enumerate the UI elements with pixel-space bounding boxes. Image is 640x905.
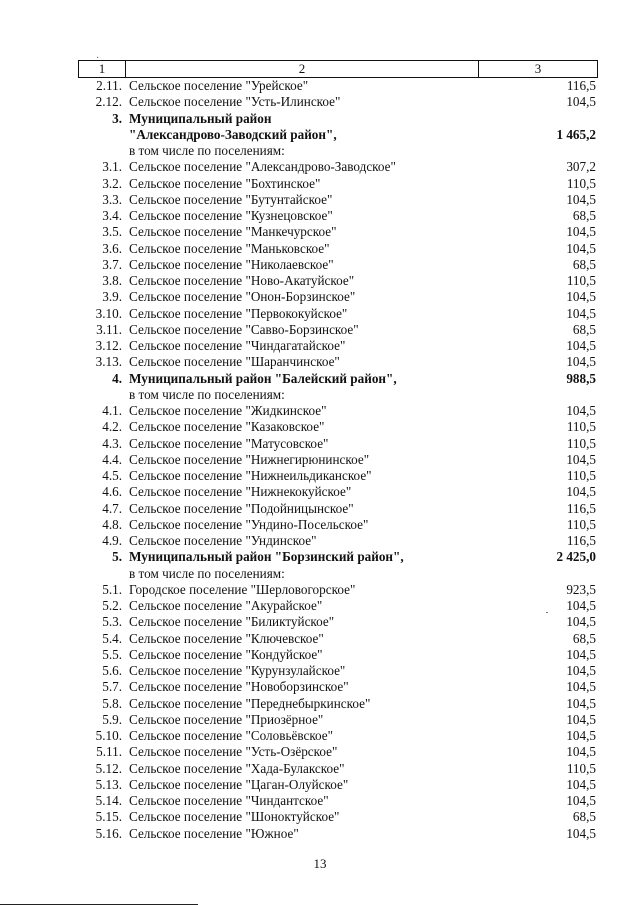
row-name: в том числе по поселениям:	[129, 565, 285, 581]
row-number: 3.13.	[95, 354, 122, 370]
row-number: 5.8.	[102, 695, 122, 711]
row-name: в том числе по поселениям:	[129, 386, 285, 402]
row-name: Сельское поселение "Маньковское"	[129, 240, 330, 256]
row-value: 104,5	[566, 191, 596, 207]
row-number: 5.	[112, 549, 122, 565]
table-row	[78, 241, 598, 257]
row-name: "Александрово-Заводский район",	[129, 126, 337, 142]
row-name: Сельское поселение "Казаковское"	[129, 419, 325, 435]
row-name: Сельское поселение "Первококуйское"	[129, 305, 348, 321]
table-row	[78, 517, 598, 533]
row-name: Городское поселение "Шерловогорское"	[129, 581, 356, 597]
row-name: Сельское поселение "Бохтинское"	[129, 175, 321, 191]
table-row	[78, 322, 598, 338]
table-row	[78, 192, 598, 208]
table-row	[78, 712, 598, 728]
table-row	[78, 208, 598, 224]
table-row	[78, 176, 598, 192]
table-row	[78, 566, 598, 582]
row-number	[78, 127, 126, 143]
row-number: 4.4.	[102, 451, 122, 467]
table-row	[78, 826, 598, 842]
table-row	[78, 224, 598, 240]
row-value	[516, 387, 598, 403]
row-name: Сельское поселение "Приозёрное"	[129, 711, 324, 727]
row-value	[516, 566, 598, 582]
row-value: 104,5	[566, 484, 596, 500]
row-value: 110,5	[566, 468, 596, 483]
row-name: Сельское поселение "Урейское"	[129, 78, 309, 93]
row-number: 3.3.	[102, 191, 122, 207]
row-value: 104,5	[566, 403, 596, 418]
row-value: 104,5	[566, 94, 596, 110]
table-row	[78, 468, 598, 484]
table-row	[78, 354, 598, 370]
table-row	[78, 338, 598, 354]
row-value: 988,5	[566, 370, 596, 386]
row-value: 104,5	[566, 663, 596, 678]
row-name: Сельское поселение "Нижнеильдиканское"	[129, 468, 372, 483]
row-name: Муниципальный район	[129, 110, 272, 126]
table-row	[78, 728, 598, 744]
row-value: 68,5	[572, 256, 596, 272]
row-number: 3.8.	[102, 273, 122, 288]
row-name: Сельское поселение "Ундинское"	[129, 533, 317, 548]
table-row	[78, 111, 598, 127]
row-number: 5.5.	[102, 646, 122, 662]
table-row	[78, 501, 598, 517]
table-row	[78, 127, 598, 143]
row-number: 3.12.	[95, 338, 122, 353]
row-value: 104,5	[566, 646, 596, 662]
row-value: 116,5	[566, 500, 596, 516]
row-value: 68,5	[572, 321, 596, 337]
table-row	[78, 533, 598, 549]
row-value: 104,5	[566, 305, 596, 321]
table-row	[78, 598, 598, 614]
table-row	[78, 679, 598, 695]
table-row	[78, 696, 598, 712]
row-value: 110,5	[566, 435, 596, 451]
row-value: 104,5	[566, 354, 596, 370]
row-number: 5.6.	[102, 663, 122, 678]
row-number: 4.	[112, 370, 122, 386]
row-name: Сельское поселение "Чиндантское"	[129, 793, 329, 808]
row-name: Сельское поселение "Усть-Озёрское"	[129, 744, 338, 760]
row-value: 104,5	[566, 776, 596, 792]
row-number: 2.11.	[96, 78, 122, 93]
row-name: Сельское поселение "Ключевское"	[129, 630, 324, 646]
row-name: Сельское поселение "Подойницынское"	[129, 500, 354, 516]
table-row	[78, 159, 598, 175]
row-name: Сельское поселение "Цаган-Олуйское"	[129, 776, 349, 792]
table-row	[78, 387, 598, 403]
row-value	[516, 143, 598, 159]
row-name: Сельское поселение "Савво-Борзинское"	[129, 321, 359, 337]
row-name: Сельское поселение "Кондуйское"	[129, 646, 323, 662]
row-number: 4.9.	[102, 533, 122, 548]
row-number: 4.3.	[102, 435, 122, 451]
row-number: 3.9.	[102, 289, 122, 305]
row-number: 5.12.	[95, 760, 122, 776]
row-value: 104,5	[566, 793, 596, 808]
row-value: 68,5	[572, 208, 596, 223]
row-number: 5.16.	[95, 825, 122, 841]
row-number: 3.1.	[102, 159, 122, 175]
row-value: 104,5	[566, 728, 596, 743]
row-value: 68,5	[572, 630, 596, 646]
row-number: 4.1.	[102, 403, 122, 418]
row-value: 104,5	[566, 614, 596, 630]
row-number: 3.4.	[102, 208, 122, 223]
row-number: 3.	[112, 110, 122, 126]
row-number: 5.14.	[95, 793, 122, 808]
row-number: 5.1.	[102, 581, 122, 597]
row-name: Сельское поселение "Бутунтайское"	[129, 191, 333, 207]
row-number: 5.2.	[102, 598, 122, 613]
table-row	[78, 143, 598, 159]
row-name: Сельское поселение "Онон-Борзинское"	[129, 289, 356, 305]
table-row	[78, 78, 598, 94]
table-row	[78, 744, 598, 760]
allocation-table	[78, 60, 598, 842]
table-row	[78, 94, 598, 110]
row-name: Сельское поселение "Ундино-Посельское"	[129, 516, 369, 532]
row-value: 104,5	[566, 451, 596, 467]
table-body	[78, 78, 598, 842]
table-row	[78, 663, 598, 679]
row-value: 104,5	[566, 825, 596, 841]
table-row	[78, 761, 598, 777]
row-value: 104,5	[566, 338, 596, 353]
row-name: Сельское поселение "Новоборзинское"	[129, 679, 349, 695]
table-row	[78, 306, 598, 322]
row-value	[516, 111, 598, 127]
row-name: Сельское поселение "Кузнецовское"	[129, 208, 333, 223]
row-name: Сельское поселение "Шоноктуйское"	[129, 809, 340, 825]
row-value: 110,5	[566, 516, 596, 532]
row-name: Муниципальный район "Борзинский район",	[129, 549, 404, 565]
row-number: 5.13.	[95, 776, 122, 792]
row-name: Сельское поселение "Нижнегирюнинское"	[129, 451, 370, 467]
row-number: 4.2.	[102, 419, 122, 435]
table-row	[78, 777, 598, 793]
row-value: 2 425,0	[556, 549, 596, 565]
table-row	[78, 549, 598, 565]
row-number	[78, 387, 126, 403]
row-name: Сельское поселение "Чиндагатайское"	[129, 338, 346, 353]
row-name: Сельское поселение "Шаранчинское"	[129, 354, 340, 370]
row-name: Сельское поселение "Биликтуйское"	[129, 614, 335, 630]
table-row	[78, 403, 598, 419]
row-number: 5.11.	[96, 744, 122, 760]
row-value: 116,5	[566, 78, 596, 93]
row-name: Сельское поселение "Нижнекокуйское"	[129, 484, 352, 500]
row-value: 110,5	[566, 419, 596, 435]
row-value: 104,5	[566, 289, 596, 305]
row-value: 116,5	[566, 533, 596, 548]
row-number: 3.7.	[102, 256, 122, 272]
row-number: 5.3.	[102, 614, 122, 630]
header-col-3: 3	[534, 61, 542, 76]
row-number: 3.2.	[102, 175, 122, 191]
row-name: в том числе по поселениям:	[129, 143, 285, 158]
table-row	[78, 631, 598, 647]
row-number: 5.10.	[95, 728, 122, 743]
row-number: 3.10.	[95, 305, 122, 321]
row-name: Сельское поселение "Акурайское"	[129, 598, 323, 613]
table-row	[78, 809, 598, 825]
table-row	[78, 647, 598, 663]
row-value: 104,5	[566, 744, 596, 760]
row-name: Сельское поселение "Ново-Акатуйское"	[129, 273, 355, 288]
row-value: 104,5	[566, 679, 596, 695]
row-number: 5.15.	[95, 809, 122, 825]
row-number: 3.5.	[102, 224, 122, 240]
row-name: Сельское поселение "Матусовское"	[129, 435, 329, 451]
row-name: Сельское поселение "Усть-Илинское"	[129, 94, 341, 110]
row-number: 4.8.	[102, 516, 122, 532]
row-name: Сельское поселение "Хада-Булакское"	[129, 760, 345, 776]
row-number: 5.7.	[102, 679, 122, 695]
header-col-2: 2	[126, 61, 479, 77]
table-row	[78, 419, 598, 435]
table-header	[78, 60, 598, 78]
row-number: 3.6.	[102, 240, 122, 256]
row-name: Сельское поселение "Николаевское"	[129, 256, 334, 272]
table-row	[78, 484, 598, 500]
header-col-1: 1	[79, 61, 126, 77]
row-value: 104,5	[566, 711, 596, 727]
row-name: Сельское поселение "Соловьёвское"	[129, 728, 334, 743]
row-number	[78, 566, 126, 582]
row-name: Сельское поселение "Александрово-Заводское"	[129, 159, 396, 175]
row-name: Муниципальный район "Балейский район",	[129, 370, 397, 386]
table-row	[78, 582, 598, 598]
page-number: 13	[313, 856, 327, 871]
row-value: 110,5	[566, 175, 596, 191]
row-name: Сельское поселение "Манкечурское"	[129, 224, 337, 240]
table-row	[78, 614, 598, 630]
row-number: 4.7.	[102, 500, 122, 516]
table-row	[78, 289, 598, 305]
row-value: 110,5	[566, 273, 596, 288]
row-value: 110,5	[566, 760, 596, 776]
row-value: 307,2	[566, 159, 596, 175]
row-name: Сельское поселение "Переднебыркинское"	[129, 695, 371, 711]
table-row	[78, 452, 598, 468]
row-number	[78, 143, 126, 159]
row-value: 104,5	[566, 240, 596, 256]
row-number: 5.9.	[102, 711, 122, 727]
row-value: 104,5	[566, 224, 596, 240]
row-value: 923,5	[566, 581, 596, 597]
table-row	[78, 371, 598, 387]
row-number: 5.4.	[102, 630, 122, 646]
table-row	[78, 257, 598, 273]
row-number: 2.12.	[95, 94, 122, 110]
row-value: 1 465,2	[556, 126, 596, 142]
table-row	[78, 793, 598, 809]
row-value: 104,5	[566, 695, 596, 711]
row-number: 4.5.	[102, 468, 122, 483]
row-name: Сельское поселение "Жидкинское"	[129, 403, 327, 418]
row-value: 68,5	[572, 809, 596, 825]
scan-mark: ·	[96, 53, 100, 64]
row-number: 4.6.	[102, 484, 122, 500]
row-name: Сельское поселение "Южное"	[129, 825, 299, 841]
row-value: 104,5	[566, 598, 596, 613]
table-row	[78, 273, 598, 289]
scan-speck	[546, 612, 548, 613]
row-number: 3.11.	[96, 321, 122, 337]
table-row	[78, 436, 598, 452]
row-name: Сельское поселение "Курунзулайское"	[129, 663, 346, 678]
